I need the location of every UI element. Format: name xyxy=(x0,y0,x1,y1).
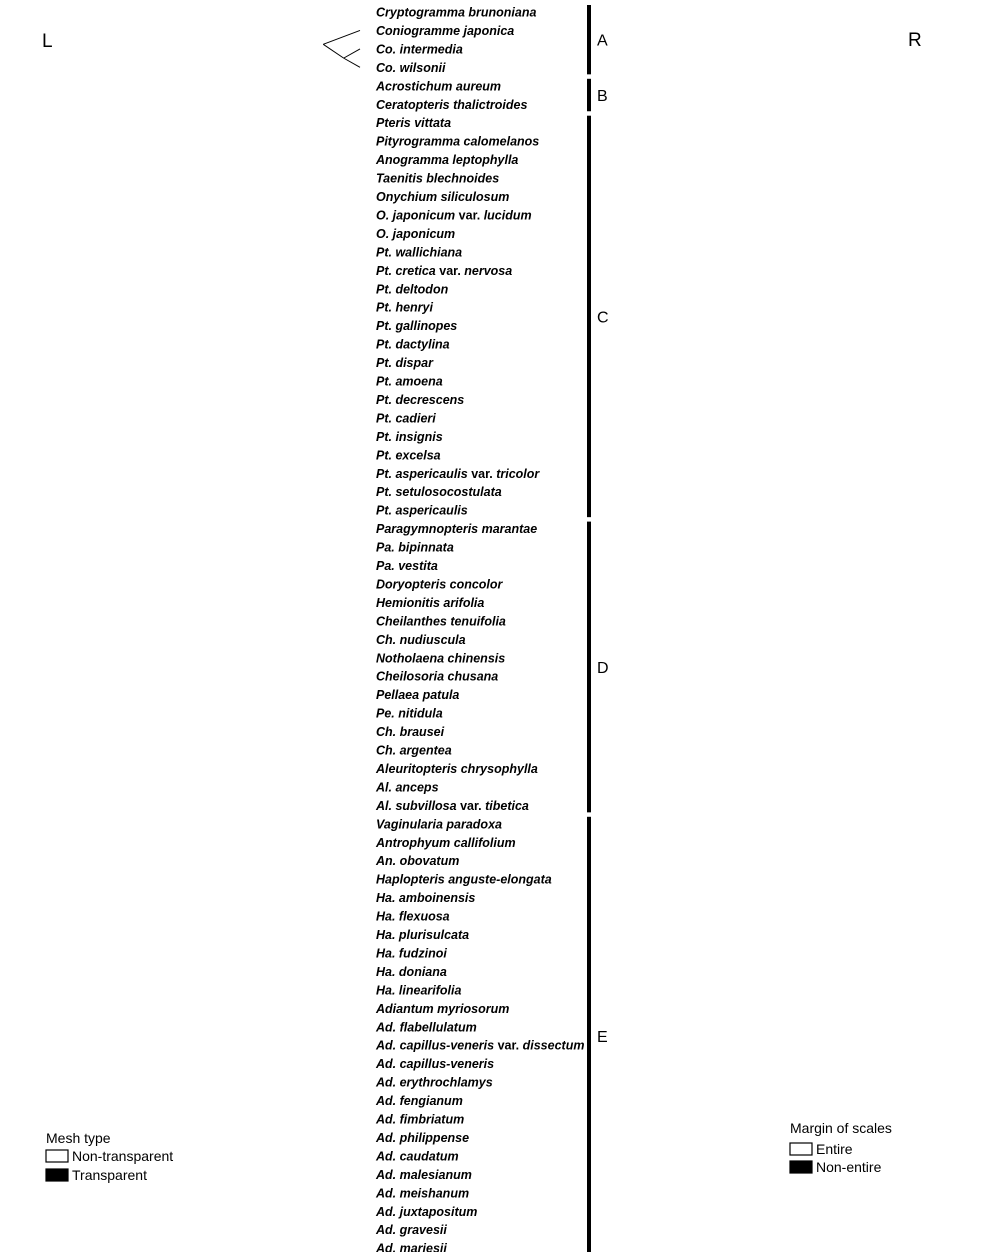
taxon-label xyxy=(376,98,527,112)
taxon-name: Pt. cretica xyxy=(376,263,436,278)
taxon-label xyxy=(375,854,459,868)
taxon-name: Pt. decrescens xyxy=(376,392,465,407)
branch xyxy=(344,49,360,58)
taxon-label xyxy=(376,24,514,38)
taxon-name: O. japonicum xyxy=(376,208,456,223)
taxon-infraspecific-name: dissectum xyxy=(522,1038,585,1053)
taxon-name: Coniogramme japonica xyxy=(376,23,515,38)
taxon-name: Haplopteris anguste-elongata xyxy=(376,872,552,887)
taxon-label xyxy=(376,633,466,647)
taxon-label xyxy=(376,264,512,278)
legend-open-swatch xyxy=(790,1143,812,1155)
taxon-name: Al. subvillosa xyxy=(376,798,457,813)
taxon-label xyxy=(376,338,450,352)
taxon-label xyxy=(376,504,468,518)
taxon-infraspecific-name: lucidum xyxy=(483,208,532,223)
taxon-label xyxy=(375,1186,469,1200)
taxon-name: Al. anceps xyxy=(376,780,439,795)
legend-mesh-filled-label: Transparent xyxy=(72,1167,147,1183)
taxon-label xyxy=(376,614,506,628)
taxon-name: Pt. dispar xyxy=(376,356,433,371)
clade-bar xyxy=(587,116,591,517)
clade-bar xyxy=(587,817,591,1252)
taxon-name: Ha. linearifolia xyxy=(376,983,462,998)
branch xyxy=(323,44,343,58)
taxon-label xyxy=(375,79,501,93)
taxon-name: Pe. nitidula xyxy=(376,706,443,721)
taxon-name: Ad. erythrochlamys xyxy=(376,1075,493,1090)
taxon-label xyxy=(376,6,536,20)
taxon-name: Co. intermedia xyxy=(376,42,463,57)
taxon-name: Ad. capillus-veneris xyxy=(376,1057,495,1072)
taxon-rank: var. xyxy=(435,263,465,278)
taxon-label xyxy=(376,227,455,241)
taxon-name: Ad. mariesii xyxy=(376,1241,447,1252)
taxon-name: Ch. brausei xyxy=(376,725,445,740)
taxon-label xyxy=(376,559,438,573)
clade-bar xyxy=(587,522,591,813)
taxon-label xyxy=(376,411,436,425)
legend-mesh-type-title: Mesh type xyxy=(46,1130,111,1146)
taxon-name: O. japonicum xyxy=(376,226,456,241)
legend-margin-title: Margin of scales xyxy=(790,1120,892,1136)
taxon-label xyxy=(375,1020,477,1034)
taxon-label xyxy=(376,448,441,462)
taxon-name: An. obovatum xyxy=(376,854,460,869)
taxon-name: Cheilosoria chusana xyxy=(376,669,499,684)
taxon-name: Pt. deltodon xyxy=(376,282,449,297)
taxon-label xyxy=(376,707,443,721)
taxon-name: Ad. gravesii xyxy=(376,1223,447,1238)
taxon-name: Ad. juxtapositum xyxy=(376,1204,478,1219)
taxon-label xyxy=(375,1094,463,1108)
taxon-name: Paragymnopteris marantae xyxy=(376,522,538,537)
taxon-rank: var. xyxy=(494,1038,523,1053)
taxon-name: Notholaena chinensis xyxy=(376,651,506,666)
taxon-name: Pellaea patula xyxy=(376,688,460,703)
taxon-label xyxy=(376,190,509,204)
taxon-label xyxy=(376,282,449,296)
taxon-infraspecific-name: nervosa xyxy=(464,263,513,278)
taxon-label xyxy=(376,577,504,591)
taxon-rank: var. xyxy=(455,208,484,223)
taxon-name: Ad. flabellulatum xyxy=(376,1020,477,1035)
taxon-label xyxy=(375,1002,509,1016)
taxon-label xyxy=(375,1242,447,1252)
taxon-name: Taenitis blechnoides xyxy=(376,171,500,186)
taxon-label xyxy=(375,762,538,776)
taxon-name: Ad. caudatum xyxy=(376,1149,459,1164)
taxon-name: Cheilanthes tenuifolia xyxy=(376,614,506,629)
clade-bar xyxy=(587,79,591,111)
taxon-name: Ha. amboinensis xyxy=(376,891,476,906)
taxon-name: Pt. insignis xyxy=(376,429,443,444)
taxon-label xyxy=(376,596,484,610)
taxon-label xyxy=(376,946,447,960)
taxon-name: Cryptogramma brunoniana xyxy=(376,5,537,20)
taxon-label xyxy=(376,356,434,370)
legend-open-swatch xyxy=(46,1150,68,1162)
clade-bar xyxy=(587,5,591,74)
taxon-label xyxy=(376,485,502,499)
taxon-label xyxy=(376,135,539,149)
legend-mesh-open-label: Non-transparent xyxy=(72,1148,174,1164)
taxon-name: Ad. fimbriatum xyxy=(376,1112,465,1127)
taxon-label xyxy=(376,670,498,684)
clade-label: B xyxy=(597,88,608,106)
taxon-infraspecific-name: tricolor xyxy=(496,466,540,481)
taxon-label xyxy=(375,1076,493,1090)
taxon-name: Pt. cadieri xyxy=(376,411,436,426)
taxon-label xyxy=(376,873,552,887)
taxon-name: Ad. fengianum xyxy=(376,1094,463,1109)
taxon-name: Anogramma leptophylla xyxy=(376,153,519,168)
clade-label: E xyxy=(597,1028,608,1046)
legend-margin-filled-label: Non-entire xyxy=(816,1159,882,1175)
taxon-label xyxy=(376,208,532,222)
taxon-name: Pt. amoena xyxy=(376,374,443,389)
taxon-label xyxy=(376,928,469,942)
taxon-name: Ha. flexuosa xyxy=(376,909,450,924)
taxon-label xyxy=(375,799,529,813)
taxon-label xyxy=(376,725,445,739)
taxon-name: Vaginularia paradoxa xyxy=(376,817,502,832)
taxon-name: Ha. plurisulcata xyxy=(376,928,470,942)
taxon-label xyxy=(376,430,443,444)
legend-margin-of-scales xyxy=(790,1120,892,1175)
taxon-label xyxy=(375,780,439,794)
taxon-name: Pt. aspericaulis xyxy=(376,503,468,518)
taxon-label xyxy=(375,1057,494,1071)
right-tree-label: R xyxy=(908,30,922,51)
taxon-label xyxy=(376,301,433,315)
taxon-label xyxy=(375,836,516,850)
branch xyxy=(344,58,360,67)
taxon-label xyxy=(376,319,457,333)
taxon-label xyxy=(375,1168,472,1182)
taxon-label xyxy=(376,467,540,481)
taxon-label xyxy=(375,1113,464,1127)
taxon-label xyxy=(375,1205,477,1219)
taxon-label xyxy=(376,375,443,389)
legend-filled-swatch xyxy=(790,1161,812,1173)
taxon-name: Aleuritopteris chrysophylla xyxy=(376,761,538,776)
taxon-name: Hemionitis arifolia xyxy=(376,595,485,610)
legend-mesh-type xyxy=(46,1130,173,1183)
taxon-name: Pt. excelsa xyxy=(376,448,441,463)
taxon-name: Pt. setulosocostulata xyxy=(376,485,502,500)
taxon-name: Co. wilsonii xyxy=(376,60,446,75)
taxon-name: Ch. argentea xyxy=(376,743,452,758)
taxon-rank: var. xyxy=(467,466,497,481)
clade-bars xyxy=(587,5,609,1252)
taxon-name: Pa. vestita xyxy=(376,559,438,573)
taxon-label xyxy=(375,1149,459,1163)
branch xyxy=(323,30,360,44)
taxon-name: Pt. dactylina xyxy=(376,337,450,352)
taxon-label xyxy=(376,688,459,702)
legend-margin-open-label: Entire xyxy=(816,1141,853,1157)
taxon-name: Antrophyum callifolium xyxy=(376,835,516,850)
taxon-infraspecific-name: tibetica xyxy=(485,798,529,813)
taxon-label xyxy=(375,1131,469,1145)
taxon-label xyxy=(376,393,464,407)
taxon-name: Ad. capillus-veneris xyxy=(376,1038,495,1053)
taxon-label xyxy=(376,891,475,905)
taxon-name: Acrostichum aureum xyxy=(376,79,502,94)
taxon-name: Pt. gallinopes xyxy=(376,319,458,334)
taxon-label xyxy=(375,1039,584,1053)
clade-label: D xyxy=(597,659,609,677)
clade-label: A xyxy=(597,32,608,50)
taxon-label xyxy=(376,651,505,665)
taxon-label xyxy=(376,61,446,75)
taxon-name: Adiantum myriosorum xyxy=(376,1001,510,1016)
taxon-label xyxy=(376,744,452,758)
taxon-name: Ch. nudiuscula xyxy=(376,632,466,647)
left-tree xyxy=(323,30,360,67)
taxon-name: Ad. meishanum xyxy=(376,1186,470,1201)
taxon-name: Ad. philippense xyxy=(376,1130,470,1145)
left-tree-label: L xyxy=(42,31,53,52)
taxon-label xyxy=(376,541,454,555)
taxon-label xyxy=(376,245,462,259)
taxon-name: Doryopteris concolor xyxy=(376,577,503,592)
taxon-name: Pt. henryi xyxy=(376,300,433,315)
taxon-label xyxy=(376,965,447,979)
taxon-label xyxy=(376,42,463,56)
taxon-labels xyxy=(375,6,584,1252)
taxon-label xyxy=(376,522,537,536)
taxon-name: Ha. doniana xyxy=(376,964,447,979)
taxon-rank: var. xyxy=(456,798,486,813)
taxon-name: Ha. fudzinoi xyxy=(376,946,447,961)
taxon-name: Ceratopteris thalictroides xyxy=(376,97,528,112)
clade-label: C xyxy=(597,309,609,327)
taxon-label xyxy=(376,910,450,924)
taxon-label xyxy=(376,116,451,130)
legend-filled-swatch xyxy=(46,1169,68,1181)
taxon-label xyxy=(376,172,499,186)
taxon-name: Pt. wallichiana xyxy=(376,245,463,260)
taxon-name: Pt. aspericaulis xyxy=(376,466,468,481)
taxon-name: Pityrogramma calomelanos xyxy=(376,134,540,149)
taxon-label xyxy=(376,983,461,997)
taxon-name: Ad. malesianum xyxy=(376,1167,472,1182)
taxon-name: Pa. bipinnata xyxy=(376,540,454,555)
taxon-name: Pteris vittata xyxy=(376,116,452,131)
taxon-name: Onychium siliculosum xyxy=(376,190,510,204)
taxon-label xyxy=(376,817,502,831)
taxon-label xyxy=(375,153,518,167)
taxon-label xyxy=(375,1223,447,1237)
